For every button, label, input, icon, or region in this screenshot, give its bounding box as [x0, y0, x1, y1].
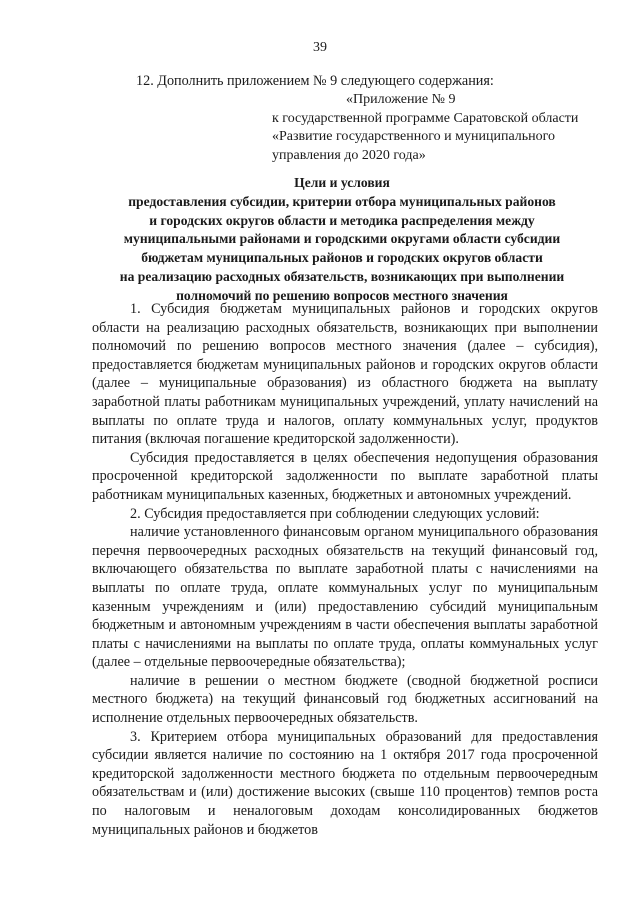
paragraph: Субсидия предоставляется в целях обеспечения недопущения образования просроченной кредиторской задолженности по выплате заработной платы работникам муниципальных казенных, бюджетных и автономных учреждений. [92, 449, 598, 503]
title-line: предоставления субсидии, критерии отбора муниципальных районов [128, 193, 556, 209]
page-number: 39 [313, 40, 327, 55]
title-line: Цели и условия [294, 175, 390, 190]
annex-line: «Приложение № 9 [346, 92, 456, 107]
document-body [92, 300, 598, 839]
title-line: муниципальными районами и городскими округами области субсидии [123, 231, 561, 247]
title-line: полномочий по решению вопросов местного значения [176, 287, 508, 303]
title-line: и городских округов области и методика распределения между [149, 212, 535, 228]
document-title [86, 174, 598, 306]
paragraph: 2. Субсидия предоставляется при соблюдении следующих условий: [130, 505, 540, 522]
paragraph: наличие в решении о местном бюджете (сводной бюджетной росписи местного бюджета) на текущий финансовый год бюджетных ассигнований на исполнение отдельных первоочередных обязательств. [92, 672, 598, 727]
title-line: на реализацию расходных обязательств, возникающих при выполнении [119, 268, 565, 284]
annex-header [272, 91, 578, 165]
title-line: бюджетам муниципальных районов и городских округов области [141, 250, 543, 266]
annex-line: к государственной программе Саратовской области [272, 110, 579, 126]
paragraph: наличие установленного финансовым органом муниципального образования перечня первоочередных расходных обязательств на текущий финансовый год, включающего обязательства по выплате заработной платы с начислениями на выплаты по оплате труда, оплате коммунальных услуг по муниципальным казенным учреждениям и (или) предоставлению субсидий муниципальным бюджетным и автономным учреждениям в части обеспечения выплаты заработной платы с начислениями на выплаты по оплате труда, оплаты коммунальных услуг (далее – отдельные первоочередные обязательства); [92, 524, 598, 671]
paragraph: 3. Критерием отбора муниципальных образований для предоставления субсидии является наличие по состоянию на 1 октября 2017 года просроченной кредиторской задолженности местного бюджета по отдельным первоочередным обязательствам и (или) достижение высоких (свыше 110 процентов) темпов роста по налоговым и неналоговым доходам консолидированных бюджетов муниципальных районов и бюджетов [92, 728, 598, 838]
annex-line: управления до 2020 года» [272, 147, 426, 163]
amendment-intro: 12. Дополнить приложением № 9 следующего содержания: [136, 73, 494, 89]
annex-line: «Развитие государственного и муниципального [272, 129, 556, 144]
paragraph: 1. Субсидия бюджетам муниципальных районов и городских округов области на реализацию расходных обязательств, возникающих при выполнении полномочий по решению вопросов местного значения (далее – субсидия), предоставляется бюджетам муниципальных районов и городских округов области (далее – муниципальные образования) из областного бюджета на выплату заработной платы работникам муниципальных учреждений, уплату начислений на выплаты по оплате труда и налогов, оплату коммунальных услуг, продуктов питания (включая погашение кредиторской задолженности). [92, 301, 598, 448]
